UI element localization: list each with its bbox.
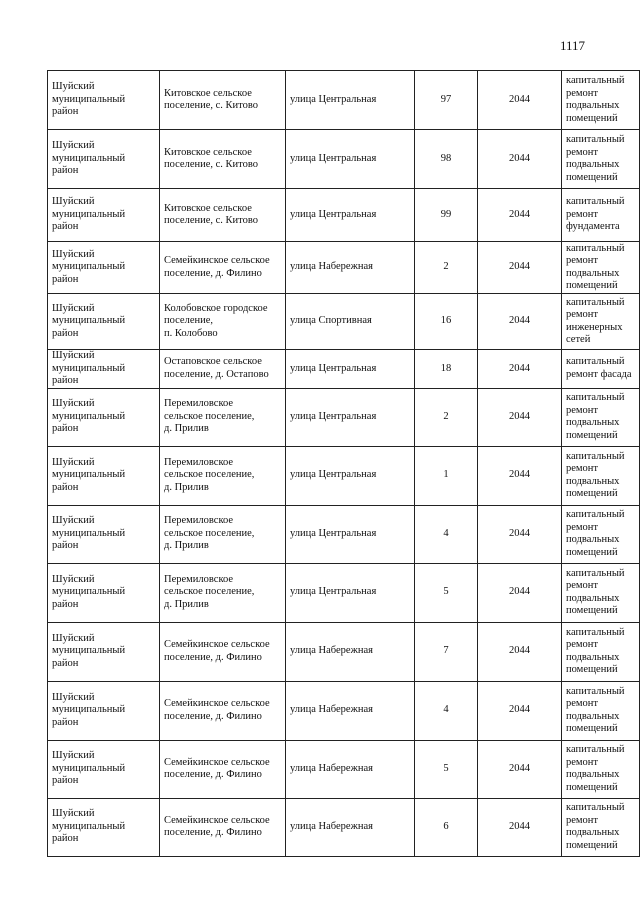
house-number-cell	[415, 388, 478, 446]
house-number-cell	[415, 681, 478, 740]
settlement-text: Колобовское городское поселение, п. Колобово	[164, 302, 268, 339]
work-type-text: капитальный ремонт фундамента	[566, 196, 625, 233]
house-number-text: 97	[440, 93, 452, 105]
year-text: 2044	[509, 152, 530, 164]
house-number-cell	[415, 242, 478, 294]
year-text: 2044	[509, 315, 530, 327]
table-body	[48, 71, 640, 857]
district-text: Шуйский муниципальный район	[52, 808, 126, 845]
street-cell	[286, 294, 415, 350]
street-cell	[286, 189, 415, 242]
year-text: 2044	[509, 645, 530, 657]
table-row	[48, 681, 640, 740]
work-type-cell	[562, 446, 640, 505]
settlement-text: Китовское сельское поселение, с. Китово	[164, 146, 258, 170]
house-number-cell	[415, 563, 478, 622]
work-type-cell	[562, 350, 640, 389]
work-type-cell	[562, 388, 640, 446]
district-text: Шуйский муниципальный район	[52, 632, 126, 669]
work-type-cell	[562, 71, 640, 130]
street-text: улица Набережная	[290, 704, 373, 716]
year-text: 2044	[509, 362, 530, 374]
house-number-text: 6	[443, 820, 449, 832]
district-text: Шуйский муниципальный район	[52, 456, 126, 493]
street-text: улица Набережная	[290, 762, 373, 774]
work-type-cell	[562, 740, 640, 798]
work-type-text: капитальный ремонт подвальных помещений	[566, 802, 625, 851]
settlement-text: Перемиловское сельское поселение, д. Прилив	[164, 456, 255, 493]
house-number-text: 18	[440, 362, 452, 374]
district-cell	[48, 740, 160, 798]
street-cell	[286, 681, 415, 740]
work-type-cell	[562, 294, 640, 350]
house-number-text: 4	[443, 527, 449, 539]
street-cell	[286, 798, 415, 856]
house-number-text: 16	[440, 315, 452, 327]
table-row	[48, 130, 640, 189]
district-text: Шуйский муниципальный район	[52, 350, 126, 386]
street-text: улица Центральная	[290, 527, 377, 539]
district-text: Шуйский муниципальный район	[52, 140, 126, 177]
district-cell	[48, 294, 160, 350]
street-cell	[286, 130, 415, 189]
table-row	[48, 294, 640, 350]
work-type-cell	[562, 189, 640, 242]
work-type-cell	[562, 505, 640, 563]
work-type-text: капитальный ремонт подвальных помещений	[566, 134, 625, 183]
district-cell	[48, 130, 160, 189]
work-type-text: капитальный ремонт подвальных помещений	[566, 685, 625, 734]
district-text: Шуйский муниципальный район	[52, 302, 126, 339]
table-row	[48, 71, 640, 130]
work-type-text: капитальный ремонт подвальных помещений	[566, 626, 625, 675]
work-type-text: капитальный ремонт подвальных помещений	[566, 567, 625, 616]
settlement-cell	[160, 294, 286, 350]
settlement-text: Семейкинское сельское поселение, д. Филино	[164, 639, 270, 663]
house-number-text: 2	[443, 261, 449, 273]
work-type-text: капитальный ремонт фасада	[566, 356, 632, 380]
street-text: улица Центральная	[290, 208, 377, 220]
settlement-text: Китовское сельское поселение, с. Китово	[164, 87, 258, 111]
settlement-cell	[160, 446, 286, 505]
house-number-text: 7	[443, 645, 449, 657]
district-text: Шуйский муниципальный район	[52, 515, 126, 552]
district-text: Шуйский муниципальный район	[52, 691, 126, 728]
street-cell	[286, 388, 415, 446]
year-cell	[478, 294, 562, 350]
settlement-text: Семейкинское сельское поселение, д. Филино	[164, 255, 270, 279]
house-number-cell	[415, 71, 478, 130]
page-number: 1117	[560, 38, 586, 53]
settlement-cell	[160, 242, 286, 294]
district-text: Шуйский муниципальный район	[52, 196, 126, 233]
street-text: улица Центральная	[290, 93, 377, 105]
house-number-text: 99	[440, 208, 452, 220]
year-cell	[478, 622, 562, 681]
work-type-cell	[562, 622, 640, 681]
work-type-cell	[562, 798, 640, 856]
district-cell	[48, 242, 160, 294]
street-cell	[286, 563, 415, 622]
settlement-cell	[160, 681, 286, 740]
house-number-cell	[415, 294, 478, 350]
house-number-text: 1	[443, 469, 449, 481]
settlement-text: Перемиловское сельское поселение, д. Прилив	[164, 398, 255, 435]
year-text: 2044	[509, 762, 530, 774]
house-number-cell	[415, 798, 478, 856]
work-type-text: капитальный ремонт подвальных помещений	[566, 450, 625, 499]
year-cell	[478, 388, 562, 446]
street-text: улица Центральная	[290, 362, 377, 374]
year-cell	[478, 740, 562, 798]
work-type-text: капитальный ремонт подвальных помещений	[566, 392, 625, 441]
street-cell	[286, 242, 415, 294]
street-text: улица Центральная	[290, 152, 377, 164]
district-cell	[48, 798, 160, 856]
settlement-text: Китовское сельское поселение, с. Китово	[164, 202, 258, 226]
year-cell	[478, 242, 562, 294]
street-text: улица Набережная	[290, 645, 373, 657]
settlement-cell	[160, 189, 286, 242]
settlement-cell	[160, 71, 286, 130]
table-row	[48, 622, 640, 681]
district-text: Шуйский муниципальный район	[52, 573, 126, 610]
house-number-cell	[415, 130, 478, 189]
district-text: Шуйский муниципальный район	[52, 248, 126, 285]
district-text: Шуйский муниципальный район	[52, 81, 126, 118]
year-text: 2044	[509, 469, 530, 481]
house-number-cell	[415, 350, 478, 389]
street-cell	[286, 71, 415, 130]
street-text: улица Набережная	[290, 820, 373, 832]
house-number-cell	[415, 740, 478, 798]
street-cell	[286, 446, 415, 505]
year-text: 2044	[509, 208, 530, 220]
work-type-text: капитальный ремонт подвальных помещений	[566, 744, 625, 793]
district-cell	[48, 71, 160, 130]
district-cell	[48, 505, 160, 563]
work-type-text: капитальный ремонт подвальных помещений	[566, 242, 625, 291]
settlement-cell	[160, 505, 286, 563]
table-row	[48, 563, 640, 622]
year-cell	[478, 681, 562, 740]
settlement-cell	[160, 388, 286, 446]
year-cell	[478, 446, 562, 505]
settlement-text: Семейкинское сельское поселение, д. Филино	[164, 756, 270, 780]
house-number-text: 2	[443, 410, 449, 422]
settlement-cell	[160, 622, 286, 681]
year-cell	[478, 350, 562, 389]
table-row	[48, 242, 640, 294]
settlement-cell	[160, 130, 286, 189]
house-number-text: 5	[443, 586, 449, 598]
street-text: улица Центральная	[290, 410, 377, 422]
settlement-text: Семейкинское сельское поселение, д. Филино	[164, 698, 270, 722]
year-text: 2044	[509, 410, 530, 422]
street-cell	[286, 740, 415, 798]
work-type-cell	[562, 563, 640, 622]
year-text: 2044	[509, 586, 530, 598]
district-cell	[48, 681, 160, 740]
housing-repair-table	[47, 70, 640, 857]
street-cell	[286, 350, 415, 389]
year-cell	[478, 798, 562, 856]
house-number-cell	[415, 622, 478, 681]
district-cell	[48, 563, 160, 622]
year-cell	[478, 505, 562, 563]
year-text: 2044	[509, 704, 530, 716]
year-cell	[478, 71, 562, 130]
work-type-cell	[562, 681, 640, 740]
settlement-cell	[160, 350, 286, 389]
work-type-cell	[562, 130, 640, 189]
work-type-cell	[562, 242, 640, 294]
house-number-cell	[415, 189, 478, 242]
year-text: 2044	[509, 261, 530, 273]
table-row	[48, 189, 640, 242]
district-text: Шуйский муниципальный район	[52, 750, 126, 787]
house-number-text: 5	[443, 762, 449, 774]
table-row	[48, 505, 640, 563]
settlement-text: Перемиловское сельское поселение, д. Прилив	[164, 573, 255, 610]
street-cell	[286, 622, 415, 681]
table-row	[48, 350, 640, 389]
year-cell	[478, 130, 562, 189]
table-row	[48, 740, 640, 798]
work-type-text: капитальный ремонт подвальных помещений	[566, 75, 625, 124]
year-text: 2044	[509, 93, 530, 105]
settlement-text: Семейкинское сельское поселение, д. Филино	[164, 814, 270, 838]
district-cell	[48, 350, 160, 389]
district-cell	[48, 446, 160, 505]
settlement-cell	[160, 563, 286, 622]
settlement-text: Перемиловское сельское поселение, д. Прилив	[164, 515, 255, 552]
settlement-text: Остаповское сельское поселение, д. Остапово	[164, 356, 269, 380]
year-text: 2044	[509, 527, 530, 539]
street-text: улица Спортивная	[290, 315, 372, 327]
table-row	[48, 388, 640, 446]
street-text: улица Центральная	[290, 586, 377, 598]
district-cell	[48, 622, 160, 681]
settlement-cell	[160, 798, 286, 856]
work-type-text: капитальный ремонт подвальных помещений	[566, 509, 625, 558]
house-number-cell	[415, 446, 478, 505]
district-text: Шуйский муниципальный район	[52, 398, 126, 435]
year-cell	[478, 563, 562, 622]
street-text: улица Центральная	[290, 469, 377, 481]
table-row	[48, 798, 640, 856]
table-row	[48, 446, 640, 505]
house-number-text: 4	[443, 704, 449, 716]
house-number-cell	[415, 505, 478, 563]
settlement-cell	[160, 740, 286, 798]
work-type-text: капитальный ремонт инженерных сетей	[566, 296, 625, 345]
street-text: улица Набережная	[290, 261, 373, 273]
house-number-text: 98	[440, 152, 452, 164]
district-cell	[48, 388, 160, 446]
street-cell	[286, 505, 415, 563]
district-cell	[48, 189, 160, 242]
year-cell	[478, 189, 562, 242]
year-text: 2044	[509, 820, 530, 832]
